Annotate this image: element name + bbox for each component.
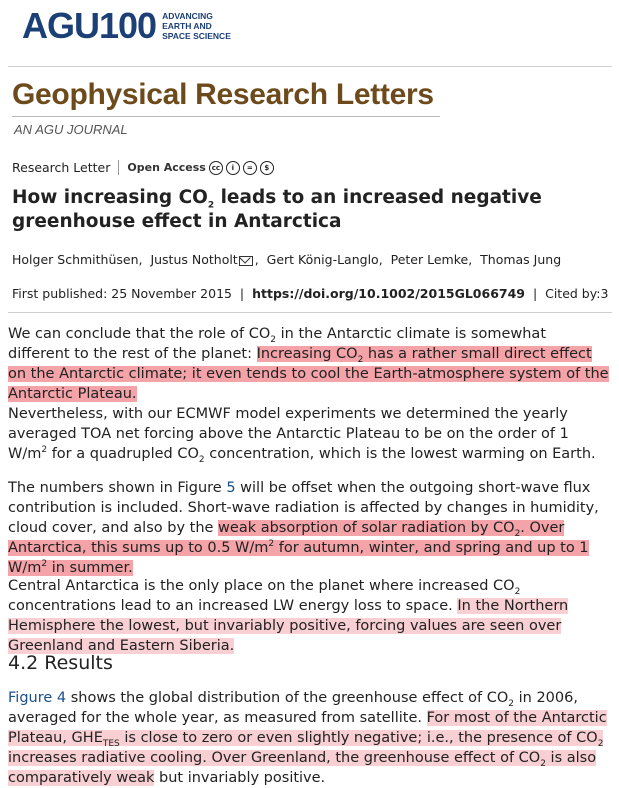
header-divider: [8, 66, 612, 67]
author-link[interactable]: Peter Lemke: [390, 252, 469, 267]
journal-name[interactable]: Geophysical Research Letters: [12, 78, 434, 111]
author-link[interactable]: Justus Notholt: [150, 252, 238, 267]
logo-wordmark: AGU100: [22, 5, 157, 46]
by-icon: i: [226, 161, 240, 175]
journal-underline: [12, 116, 440, 117]
journal-subtitle: AN AGU JOURNAL: [14, 122, 128, 137]
cc-icon: cc: [209, 161, 223, 175]
article-meta: [12, 160, 274, 175]
excerpt-paragraph-3: The numbers shown in Figure 5 will be offset when the outgoing short-wave flux contribution is included. Short-wave radiation is affected by changes in humidity, cloud cover, and also by the weak absorption of solar radiation by $CO_2$. Over Antarctica, this sums up to 0.5 $W/m^2$ for autumn, winter, and spring and up to 1 $W/m^2$ in summer.: [8, 480, 599, 576]
publication-info: First published: 25 November 2015 | https://doi.org/10.1002/2015GL066749 | Cited by:3: [12, 286, 609, 301]
agu-logo[interactable]: [22, 6, 231, 46]
excerpt-paragraph-4: Central Antarctica is the only place on the planet where increased $CO_2$ concentrations lead to an increased LW energy loss to space. In the Northern Hemisphere the lowest, but invariably positive, forcing values are seen over Greenland and Eastern Siberia.: [8, 578, 569, 654]
nc-icon: $: [260, 161, 274, 175]
published-label: First published:: [12, 286, 108, 301]
logo-tagline: [162, 11, 231, 41]
highlight: Increasing $CO_2$ has a rather small direct effect on the Antarctic climate; it even tends to cool the Earth-atmosphere system of the Antarctic Plateau.: [8, 346, 609, 402]
highlight: weak absorption of solar radiation by $CO_2$. Over Antarctica, this sums up to 0.5 $W/m^2$ for autumn, winter, and spring and up to 1 $W/m^2$ in summer.: [8, 520, 589, 576]
content-divider: [8, 312, 612, 313]
tagline-line: EARTH AND: [162, 21, 212, 31]
highlight: For most of the Antarctic Plateau, $GHE_{TES}$ is close to zero or even slightly negative; i.e., the presence of $CO_2$ increases radiative cooling. Over Greenland, the greenhouse effect of $CO_2$ is also comparatively weak: [8, 710, 607, 786]
highlight: In the Northern Hemisphere the lowest, but invariably positive, forcing values are seen over Greenland and Eastern Siberia.: [8, 598, 569, 654]
excerpt-paragraph-5: Figure 4 shows the global distribution of the greenhouse effect of $CO_2$ in 2006, averaged for the whole year, as measured from satellite. For most of the Antarctic Plateau, $GHE_{TES}$ is close to zero or even slightly negative; i.e., the presence of $CO_2$ increases radiative cooling. Over Greenland, the greenhouse effect of $CO_2$ is also comparatively weak but invariably positive.: [8, 690, 607, 786]
meta-divider: [118, 160, 119, 175]
email-icon[interactable]: [239, 256, 253, 266]
nd-icon: =: [243, 161, 257, 175]
author-link[interactable]: Thomas Jung: [480, 252, 562, 267]
excerpt-paragraph-1: We can conclude that the role of $CO_2$ in the Antarctic climate is somewhat different to the rest of the planet: Increasing $CO_2$ has a rather small direct effect on the Antarctic climate; it even tends to cool the Earth-atmosphere system of the Antarctic Plateau.: [8, 326, 609, 402]
article-type: Research Letter: [12, 160, 111, 175]
tagline-line: SPACE SCIENCE: [162, 31, 231, 41]
cited-by-link[interactable]: Cited by:3: [545, 286, 609, 301]
article-title: How increasing $CO_2$ leads to an increased negative greenhouse effect in Antarctica: [12, 187, 542, 232]
doi-link[interactable]: https://doi.org/10.1002/2015GL066749: [252, 286, 525, 301]
published-date: 25 November 2015: [111, 286, 232, 301]
section-heading: 4.2 Results: [8, 652, 113, 674]
tagline-line: ADVANCING: [162, 11, 213, 21]
excerpt-paragraph-2: Nevertheless, with our ECMWF model experiments we determined the yearly averaged TOA net forcing above the Antarctic Plateau to be on the order of 1 $W/m^2$ for a quadrupled $CO_2$ concentration, which is the lowest warming on Earth.: [8, 406, 596, 465]
open-access-label: Open Access: [127, 161, 206, 174]
author-list: Holger Schmithüsen, Justus Notholt , Gert König-Langlo, Peter Lemke, Thomas Jung: [12, 252, 562, 267]
author-link[interactable]: Holger Schmithüsen: [12, 252, 139, 267]
figure-4-link[interactable]: Figure 4: [8, 690, 67, 706]
author-link[interactable]: Gert König-Langlo: [266, 252, 379, 267]
figure-5-link[interactable]: 5: [226, 480, 236, 496]
